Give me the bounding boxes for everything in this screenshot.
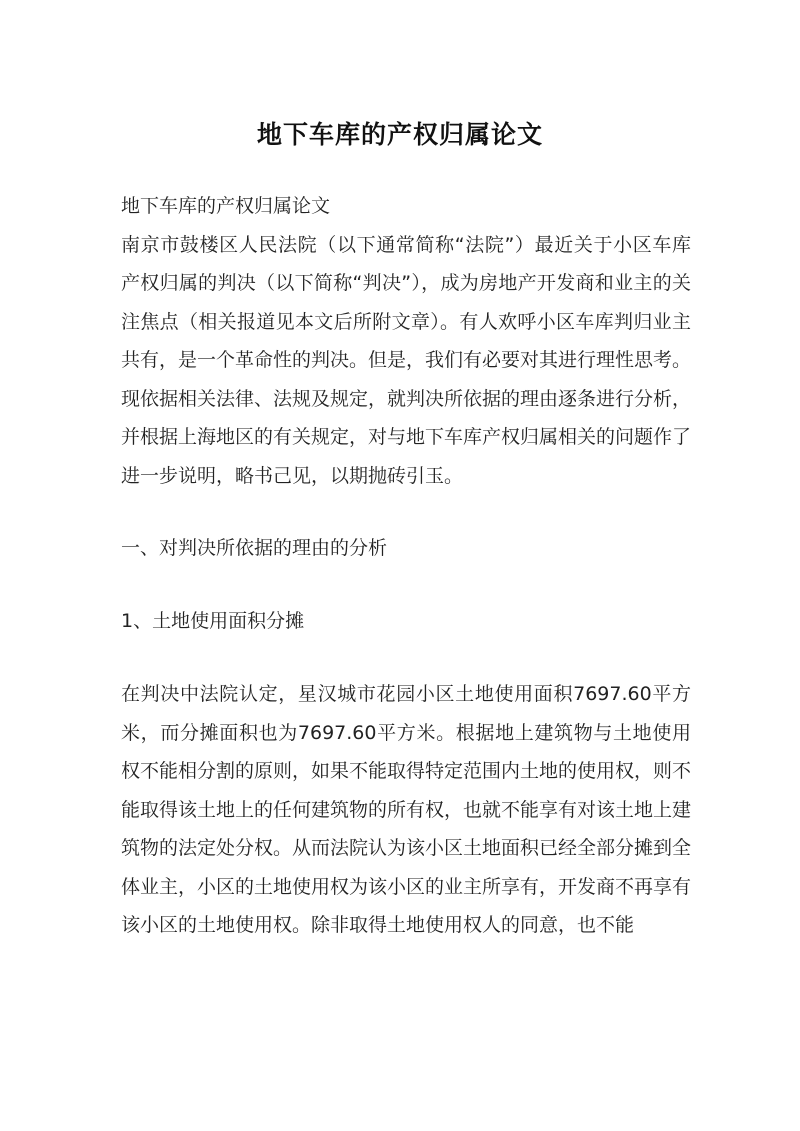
paragraph-spacer [121,640,691,675]
intro-paragraph: 南京市鼓楼区人民法院（以下通常简称“法院”）最近关于小区车库产权归属的判决（以下简称“判决”），成为房地产开发商和业主的关注焦点（相关报道见本文后所附文章）。有人欢呼小区车库判归业主共有，是一个革命性的判决。但是，我们有必要对其进行理性思考。现依据相关法律、法规及规定，就判决所依据的理由逐条进行分析，并根据上海地区的有关规定，对与地下车库产权归属相关的问题作了进一步说明，略书己见，以期抛砖引玉。 [121,233,692,487]
subsection-heading: 1、土地使用面积分摊 [121,609,305,632]
document-title: 地下车库的产权归属论文 [256,119,543,149]
body-paragraph: 在判决中法院认定，星汉城市花园小区土地使用面积7697.60平方米，而分摊面积也为7697.60平方米。根据地上建筑物与土地使用权不能相分割的原则，如果不能取得特定范围内土地的使用权，则不能取得该土地上的任何建筑物的所有权，也就不能享有对该土地上建筑物的法定处分权。从而法院认为该小区土地面积已经全部分摊到全体业主，小区的土地使用权为该小区的业主所享有，开发商不再享有该小区的土地使用权。除非取得土地使用权人的同意，也不能 [121,683,692,936]
subtitle-line: 地下车库的产权归属论文 [121,195,331,217]
paragraph-spacer [121,495,691,529]
section-heading: 一、对判决所依据的理由的分析 [121,537,388,559]
document-body [121,187,691,945]
paragraph-spacer [121,568,691,602]
